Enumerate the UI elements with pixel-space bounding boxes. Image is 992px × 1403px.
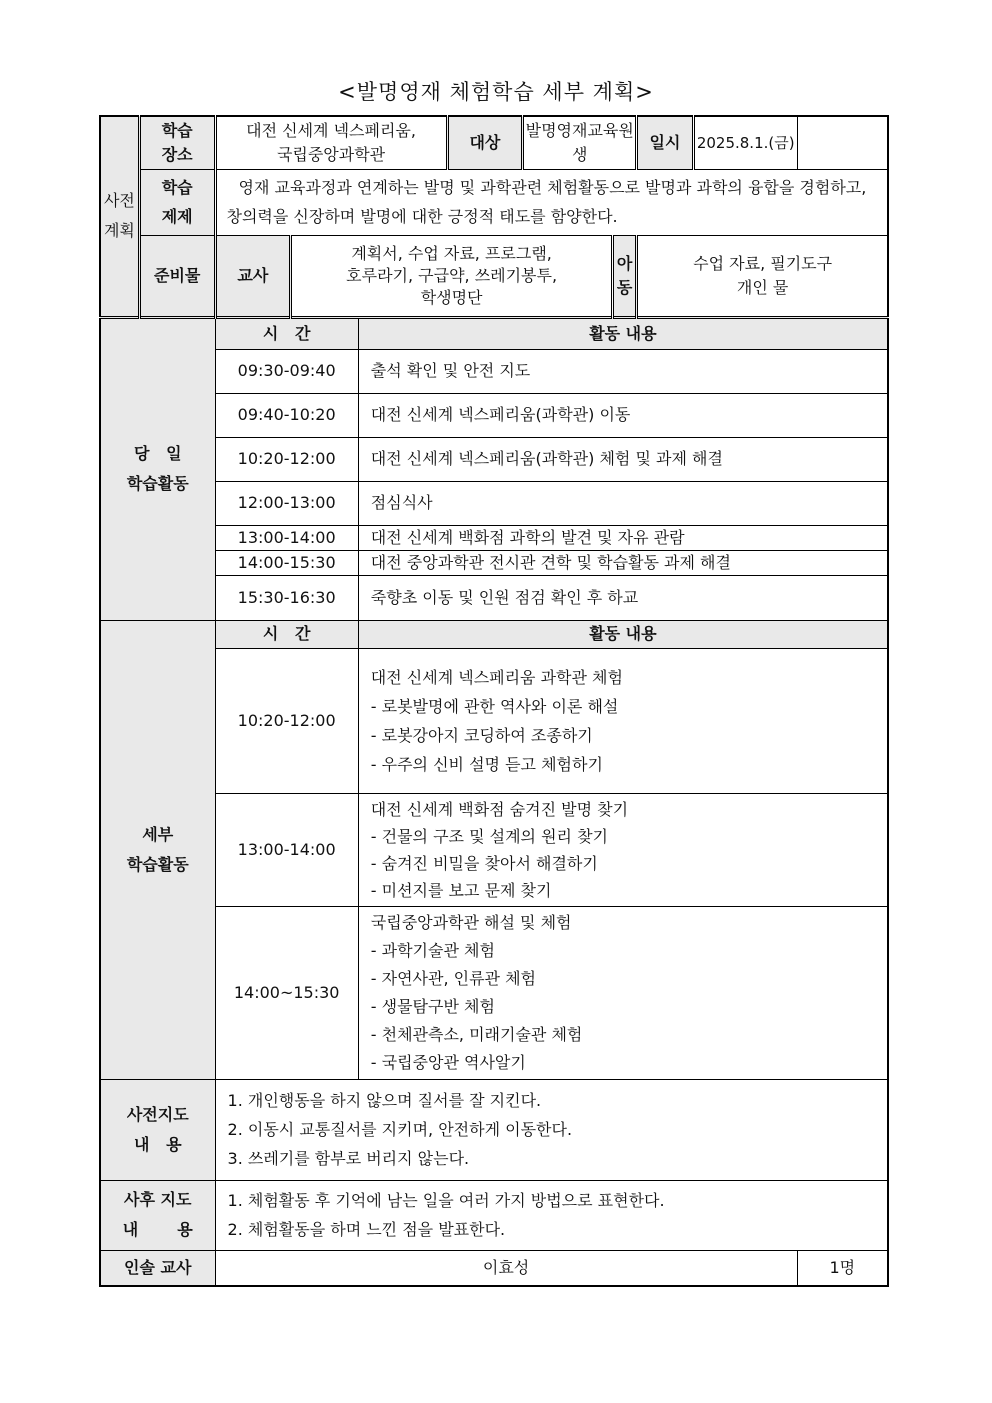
pre-guidance-content (215, 1079, 888, 1180)
pre-guidance-label: 사전지도 내 용 (100, 1079, 215, 1180)
child-label: 아동 (613, 235, 637, 317)
place-label: 학습 장소 (139, 116, 215, 169)
day-row-time: 10:20-12:00 (215, 437, 358, 481)
day-row-time: 09:30-09:40 (215, 349, 358, 393)
day-row-content: 죽향초 이동 및 인원 점검 확인 후 하교 (358, 575, 888, 620)
detail-line: 대전 신세계 백화점 숨겨진 발명 찾기 (370, 799, 629, 819)
day-row-content: 대전 신세계 넥스페리움(과학관) 체험 및 과제 해결 (358, 437, 888, 481)
plan-table (99, 115, 889, 1287)
day-row-content: 출석 확인 및 안전 지도 (358, 349, 888, 393)
date-value: 2025.8.1.(금) (693, 116, 797, 169)
detail-block-time: 10:20-12:00 (215, 648, 358, 793)
theme-label: 학습 제제 (139, 169, 215, 235)
pre-plan-section-label: 사전 계획 (100, 116, 139, 317)
day-row-time: 15:30-16:30 (215, 575, 358, 620)
detail-activities-label: 세부 학습활동 (100, 620, 215, 1079)
lead-teacher-count: 1명 (797, 1250, 888, 1286)
lead-teacher-name: 이효성 (215, 1250, 797, 1286)
guidance-item: 2. 이동시 교통질서를 지키며, 안전하게 이동한다. (227, 1120, 573, 1139)
day-activities-label: 당 일 학습활동 (100, 317, 215, 620)
detail-line: - 천체관측소, 미래기술관 체험 (370, 1024, 583, 1044)
post-guidance-content (215, 1180, 888, 1250)
day-header-content: 활동 내용 (358, 317, 888, 349)
detail-line: - 로봇강아지 코딩하여 조종하기 (370, 725, 593, 745)
detail-line: 국립중앙과학관 해설 및 체험 (370, 912, 572, 932)
place-value: 대전 신세계 넥스페리움, 국립중앙과학관 (215, 116, 447, 169)
detail-line: - 우주의 신비 설명 듣고 체험하기 (370, 754, 603, 774)
day-row-content: 대전 신세계 백화점 과학의 발견 및 자유 관람 (358, 525, 888, 550)
guidance-item: 3. 쓰레기를 함부로 버리지 않는다. (227, 1149, 470, 1168)
detail-header-time: 시 간 (215, 620, 358, 648)
detail-block-content (358, 648, 888, 793)
day-row-content: 점심식사 (358, 481, 888, 525)
day-row-time: 09:40-10:20 (215, 393, 358, 437)
detail-header-content: 활동 내용 (358, 620, 888, 648)
guidance-item: 1. 체험활동 후 기억에 남는 일을 여러 가지 방법으로 표현한다. (227, 1191, 665, 1210)
page-title: <발명영재 체험학습 세부 계획> (338, 80, 654, 104)
detail-line: - 생물탐구반 체험 (370, 996, 495, 1016)
post-guidance-label: 사후 지도 내 용 (100, 1180, 215, 1250)
teacher-label: 교사 (215, 235, 291, 317)
teacher-items: 계획서, 수업 자료, 프로그램, 호루라기, 구급약, 쓰레기봉투, 학생명단 (291, 235, 613, 317)
detail-line: - 국립중앙관 역사알기 (370, 1052, 526, 1072)
detail-block-content (358, 906, 888, 1079)
detail-block-content (358, 793, 888, 906)
guidance-item: 1. 개인행동을 하지 않으며 질서를 잘 지킨다. (227, 1091, 542, 1110)
day-row-content: 대전 중앙과학관 전시관 견학 및 학습활동 과제 해결 (358, 550, 888, 575)
guidance-item: 2. 체험활동을 하며 느낀 점을 발표한다. (227, 1220, 506, 1239)
lead-teacher-label: 인솔 교사 (100, 1250, 215, 1286)
detail-line: - 미션지를 보고 문제 찾기 (370, 880, 552, 900)
detail-line: - 과학기술관 체험 (370, 940, 495, 960)
detail-block-time: 14:00~15:30 (215, 906, 358, 1079)
detail-line: - 자연사관, 인류관 체험 (370, 968, 537, 988)
theme-value: 영재 교육과정과 연계하는 발명 및 과학관련 체험활동으로 발명과 과학의 융합을 경험하고, 창의력을 신장하며 발명에 대한 긍정적 태도를 함양한다. (215, 169, 888, 235)
day-row-content: 대전 신세계 넥스페리움(과학관) 이동 (358, 393, 888, 437)
date-label: 일시 (637, 116, 694, 169)
detail-block-time: 13:00-14:00 (215, 793, 358, 906)
prep-label: 준비물 (139, 235, 215, 317)
detail-line: - 숨겨진 비밀을 찾아서 해결하기 (370, 853, 598, 873)
day-row-time: 14:00-15:30 (215, 550, 358, 575)
target-label: 대상 (447, 116, 523, 169)
target-value: 발명영재교육원생 (523, 116, 637, 169)
day-row-time: 13:00-14:00 (215, 525, 358, 550)
day-row-time: 12:00-13:00 (215, 481, 358, 525)
detail-line: - 건물의 구조 및 설계의 원리 찾기 (370, 826, 608, 846)
detail-line: - 로봇발명에 관한 역사와 이론 해설 (370, 696, 619, 716)
child-items: 수업 자료, 필기도구 개인 물 (637, 235, 888, 317)
day-header-time: 시 간 (215, 317, 358, 349)
detail-line: 대전 신세계 넥스페리움 과학관 체험 (370, 667, 623, 687)
